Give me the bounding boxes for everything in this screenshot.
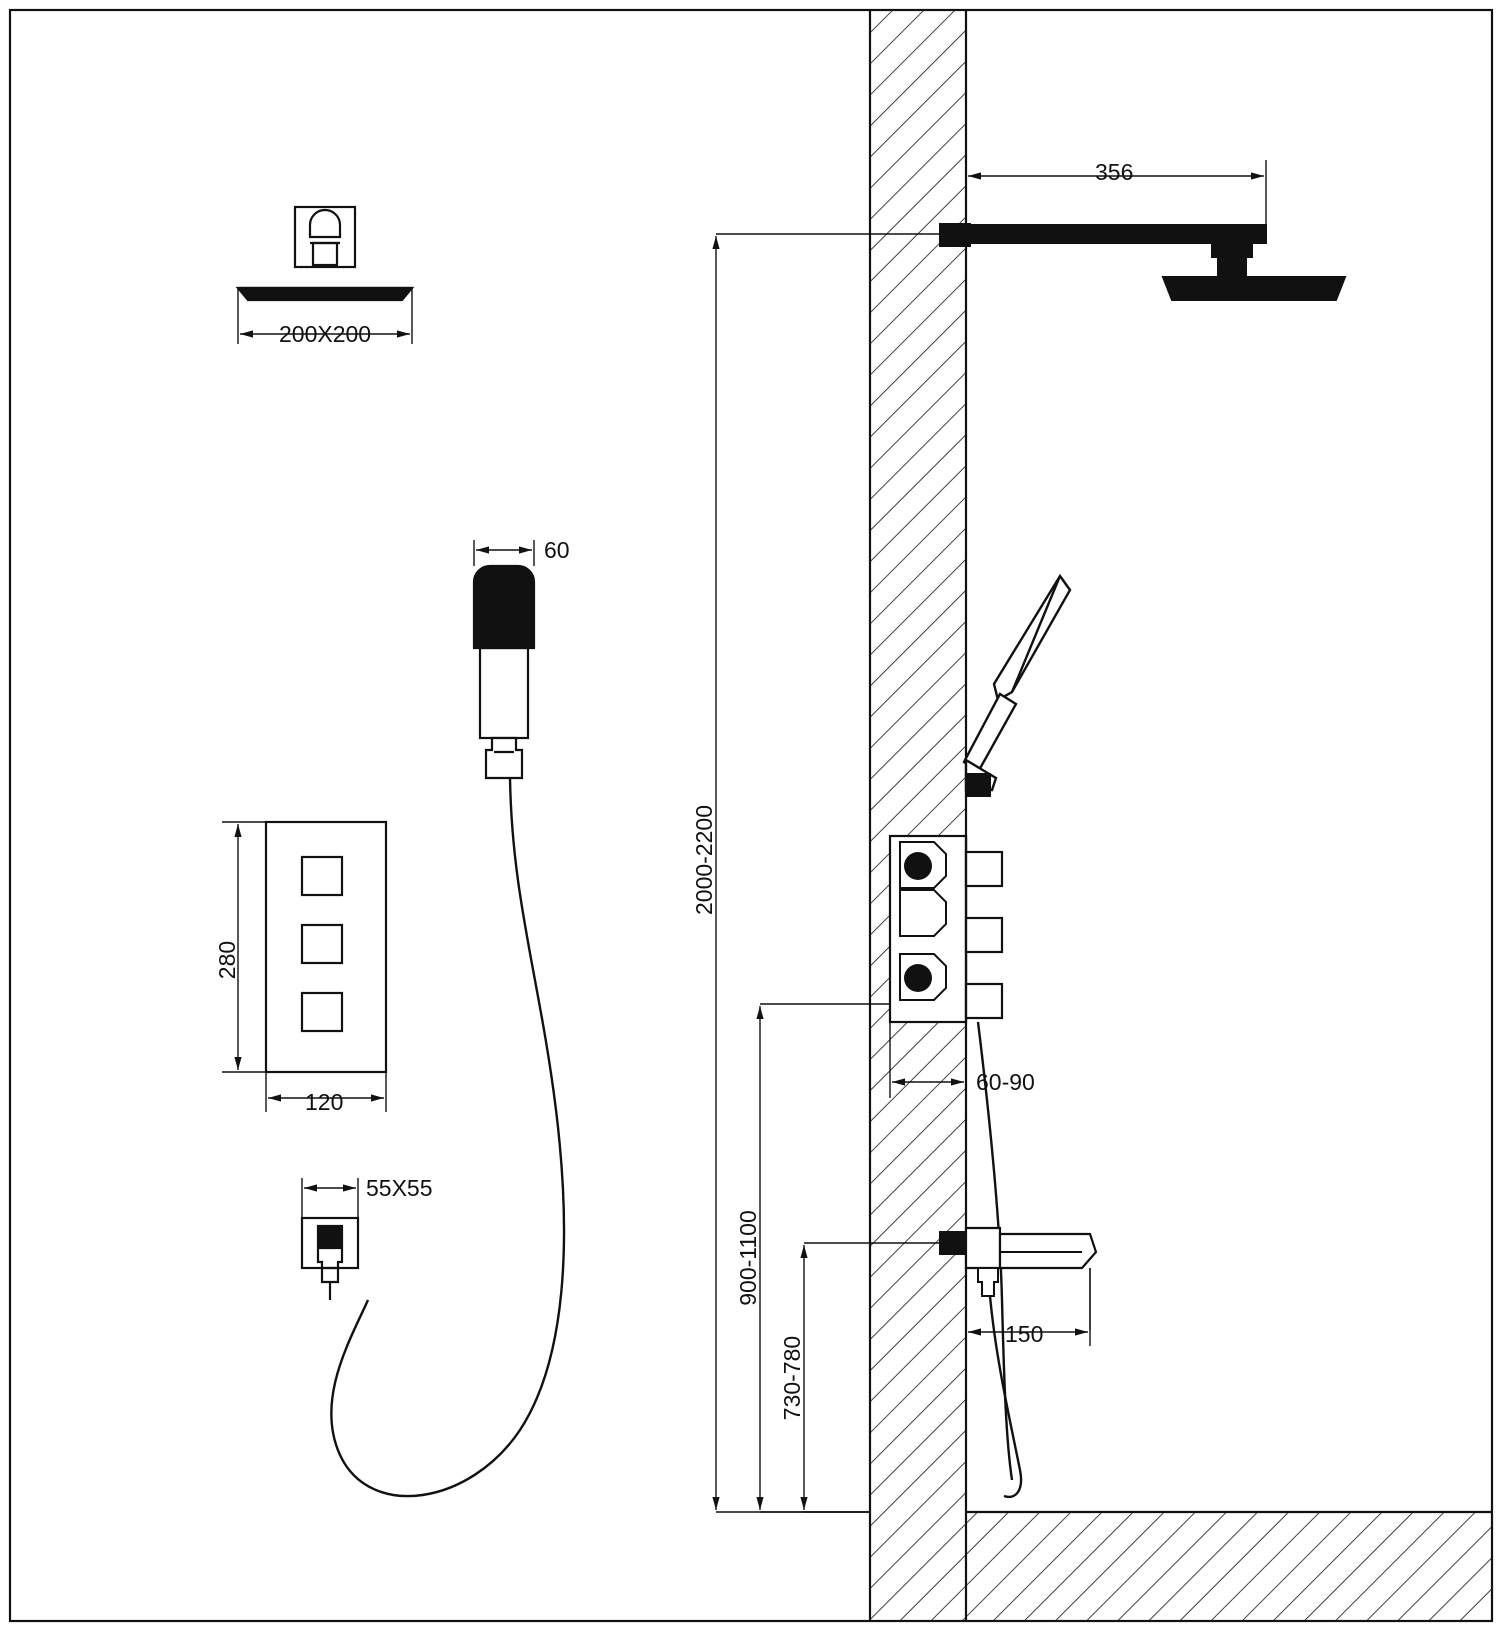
floor-section-hatched	[966, 1512, 1492, 1620]
dim-label-356: 356	[1095, 159, 1134, 185]
handshower-side-view	[964, 576, 1070, 790]
thermostatic-valve-side-view	[890, 836, 1002, 1022]
handshower-front-view	[474, 566, 534, 778]
dim-label-200x200: 200X200	[279, 321, 372, 347]
sheet-border	[10, 10, 1492, 1621]
overhead-shower-head-side-view	[1163, 243, 1345, 300]
dim-label-2000-2200: 2000-2200	[691, 805, 717, 915]
dim-label-150: 150	[1005, 1321, 1044, 1347]
dim-label-120: 120	[305, 1089, 344, 1115]
overhead-shower-head-front-view	[238, 207, 412, 300]
handshower-wall-bracket-front-view	[302, 1218, 358, 1300]
dim-label-900-1100: 900-1100	[735, 1210, 761, 1306]
dim-valve-height	[735, 1004, 890, 1512]
dim-label-730-780: 730-780	[779, 1335, 805, 1421]
dim-valve-plate-280	[214, 822, 266, 1072]
wall-section-hatched	[870, 11, 966, 1620]
dim-label-280: 280	[214, 940, 240, 980]
dim-bracket-55x55	[302, 1175, 433, 1218]
thermostatic-valve-plate-front-view	[266, 822, 386, 1072]
handshower-wall-bracket-side-view	[966, 774, 990, 796]
dim-valve-plate-120	[266, 1072, 386, 1115]
dim-label-60-90: 60-90	[976, 1069, 1035, 1095]
dim-label-55x55: 55X55	[366, 1175, 433, 1201]
shower-hose-front-view	[331, 778, 564, 1496]
dim-label-60: 60	[544, 537, 570, 563]
dim-handshower-60	[474, 537, 570, 566]
